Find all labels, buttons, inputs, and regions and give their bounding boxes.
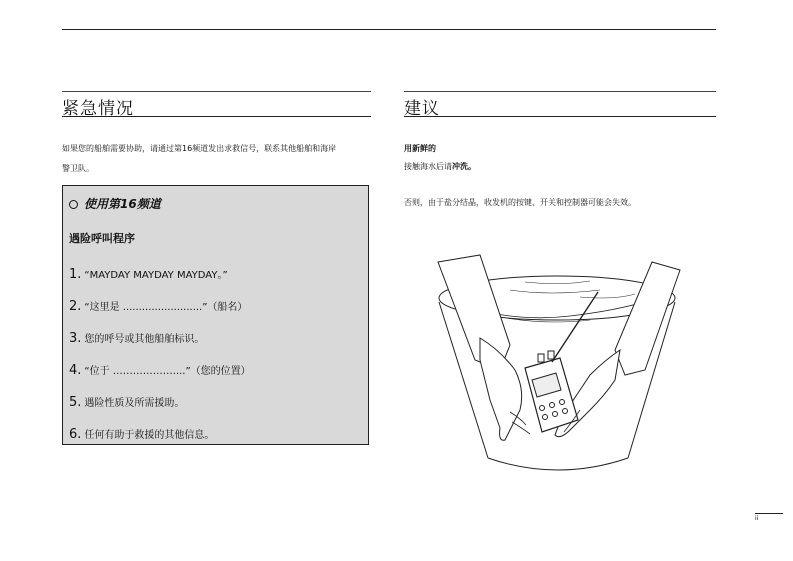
radio-knob (538, 354, 544, 362)
step-number: 5. (69, 395, 82, 410)
step-6 (69, 426, 214, 442)
advice-line-2: 否则，由于盐分结晶，收发机的按键、开关和控制器可能会失效。 (404, 198, 636, 207)
step-2 (69, 298, 247, 314)
advice-line-1 (404, 160, 476, 174)
advice-heading: 用新鲜的 (404, 144, 436, 153)
step-1 (69, 266, 228, 282)
step-text: “MAYDAY MAYDAY MAYDAY。” (84, 270, 228, 281)
step-number: 3. (69, 331, 82, 346)
distress-procedure-box (62, 185, 369, 445)
right-title-top-rule (404, 91, 716, 92)
step-number: 6. (69, 427, 82, 442)
page-number-rule (755, 513, 783, 514)
advice-title: 建议 (404, 99, 440, 119)
radio-antenna (552, 292, 598, 362)
intro-line-1: 如果您的船舶需要协助，请通过第16频道发出求救信号，联系其他船舶和海岸 (62, 144, 337, 153)
step-text: 遇险性质及所需援助。 (84, 398, 185, 409)
page-number: ii (755, 515, 759, 522)
step-number: 4. (69, 363, 82, 378)
advice-line-1-prefix: 接触海水后请 (404, 162, 452, 171)
rinse-radio-illustration (430, 250, 685, 482)
step-text: 您的呼号或其他船舶标识。 (84, 334, 205, 345)
step-5 (69, 394, 184, 410)
box-header (69, 195, 161, 212)
left-hand (480, 338, 522, 440)
step-text: “这里是 .........................”（船名） (84, 302, 248, 313)
intro-line-2: 警卫队。 (62, 164, 94, 173)
advice-line-1-bold: 冲洗。 (452, 162, 476, 171)
left-title-bottom-rule (62, 116, 371, 117)
box-header-label: 使用第16频道 (84, 197, 161, 211)
step-text: 任何有助于救援的其他信息。 (84, 430, 215, 441)
radio-knob (548, 351, 554, 359)
circle-bullet-icon (69, 200, 78, 209)
right-title-bottom-rule (404, 116, 716, 117)
emergency-title: 紧急情况 (62, 99, 134, 119)
step-number: 1. (69, 267, 82, 282)
step-number: 2. (69, 299, 82, 314)
bucket-bottom (488, 458, 628, 470)
left-title-top-rule (62, 91, 371, 92)
step-3 (69, 330, 204, 346)
step-4 (69, 362, 251, 378)
box-subheader: 遇险呼叫程序 (69, 232, 135, 245)
radio-body (525, 358, 578, 432)
top-rule (62, 29, 716, 30)
step-text: “位于 ………………....”（您的位置） (84, 366, 251, 377)
